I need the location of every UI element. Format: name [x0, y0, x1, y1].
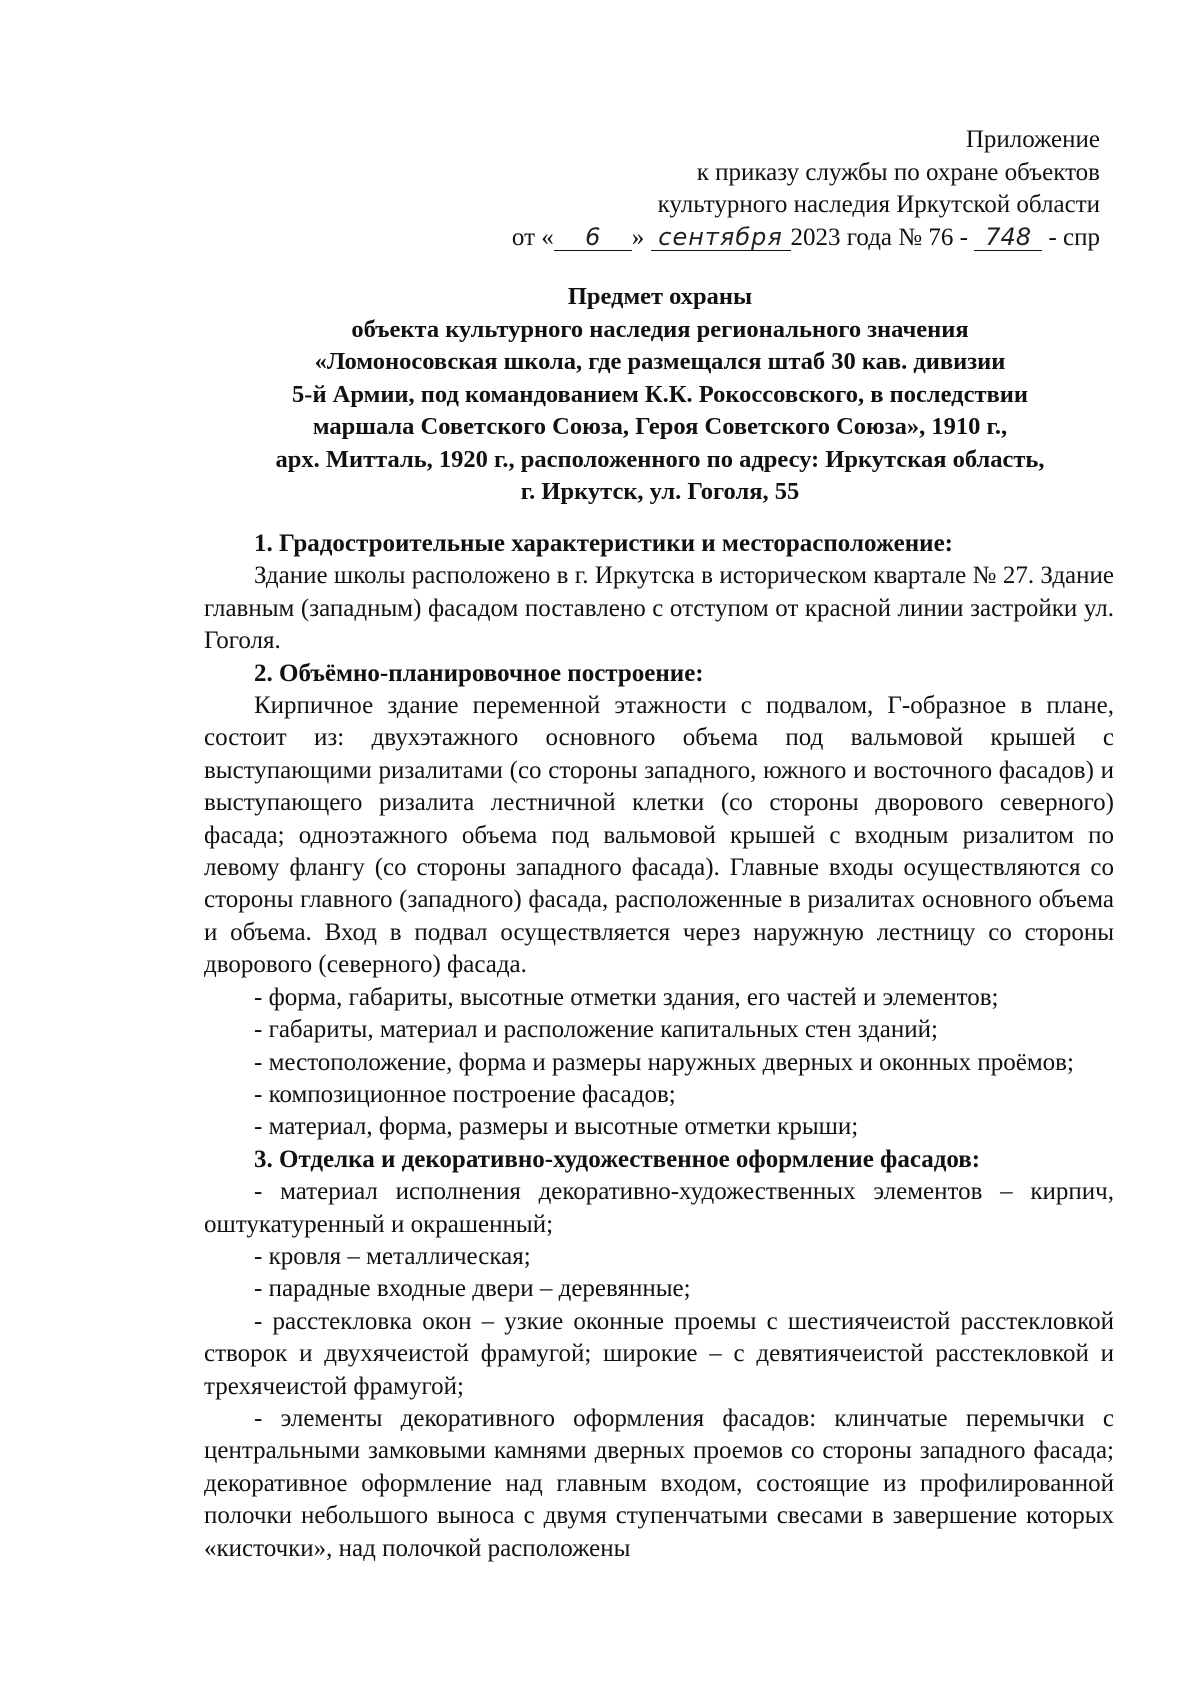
section-3-heading: 3. Отделка и декоративно-художественное оформление фасадов:: [254, 1145, 981, 1173]
title-line-7: г. Иркутск, ул. Гоголя, 55: [520, 478, 800, 505]
section-3-item: - кровля – металлическая;: [254, 1242, 531, 1270]
order-suffix: - спр: [1048, 223, 1100, 251]
title-line-3: «Ломоносовская школа, где размещался штаб 30 кав. дивизии: [314, 348, 1006, 375]
section-2-item: - форма, габариты, высотные отметки здания, его частей и элементов;: [254, 983, 999, 1011]
section-3-item: - материал исполнения декоративно-художественных элементов – кирпич, оштукатуренный и окрашенный;: [204, 1178, 1114, 1238]
section-1-text: Здание школы расположено в г. Иркутска в историческом квартале № 27. Здание главным (западным) фасадом поставлено с отступом от красной линии застройки ул. Гоголя.: [204, 562, 1114, 655]
handwritten-number: 748: [974, 224, 1042, 251]
header-line-service: культурного наследия Иркутской области: [657, 191, 1100, 218]
date-prefix: от «: [511, 223, 554, 251]
section-3-item: - парадные входные двери – деревянные;: [254, 1275, 691, 1303]
section-2-item: - местоположение, форма и размеры наружных дверных и оконных проёмов;: [254, 1048, 1074, 1076]
section-2-item: - композиционное построение фасадов;: [254, 1080, 676, 1108]
document-body: [204, 528, 1114, 1565]
section-3-item: - расстекловка окон – узкие оконные проемы с шестиячеистой расстекловкой створок и двухячеистой фрамугой; широкие – с девятиячеистой расстекловкой и трехячеистой фрамугой;: [204, 1307, 1114, 1400]
section-1-heading: 1. Градостроительные характеристики и месторасположение:: [254, 530, 953, 557]
section-3-item: - элементы декоративного оформления фасадов: клинчатые перемычки с центральными замковыми камнями дверных проемов со стороны западного фасада; декоративное оформление над главным входом, состоящие из профилированной полочки небольшого выноса с двумя ступенчатыми свесами в завершение которых «кисточки», над полочкой расположены: [204, 1404, 1114, 1562]
document-title: [150, 281, 1170, 509]
title-line-5: маршала Советского Союза, Героя Советского Союза», 1910 г.,: [312, 413, 1008, 440]
title-line-1: Предмет охраны: [567, 283, 753, 310]
title-line-4: 5-й Армии, под командованием К.К. Рокоссовского, в последствии: [292, 380, 1028, 408]
title-line-2: объекта культурного наследия регионального значения: [351, 315, 969, 343]
header-line-appendix: Приложение: [965, 126, 1100, 153]
section-2-heading: 2. Объёмно-планировочное построение:: [254, 659, 704, 687]
document-header: [400, 124, 1100, 254]
handwritten-month: сентября: [651, 224, 791, 251]
section-2-item: - материал, форма, размеры и высотные отметки крыши;: [254, 1113, 859, 1141]
title-line-6: арх. Митталь, 1920 г., расположенного по адресу: Иркутская область,: [275, 445, 1045, 473]
header-date-line: [400, 222, 1100, 255]
handwritten-day: 6: [554, 224, 632, 251]
date-mid: »: [631, 223, 645, 251]
section-2-text: Кирпичное здание переменной этажности с подвалом, Г-образное в плане, состоит из: двухэтажного основного объема под вальмовой крышей с выступающими ризалитами (со стороны западного, южного и восточного фасадов) и выступающего ризалита лестничной клетки (со стороны дворового северного) фасада; одноэтажного объема под вальмовой крышей с входным ризалитом по левому флангу (со стороны западного фасада). Главные входы осуществляются со стороны главного (западного) фасада, расположенные в ризалитах основного объема и объема. Вход в подвал осуществляется через наружную лестницу со стороны дворового (северного) фасада.: [204, 692, 1114, 979]
header-line-order: к приказу службы по охране объектов: [696, 158, 1100, 186]
date-year: 2023 года № 76 -: [790, 223, 968, 251]
section-2-item: - габариты, материал и расположение капитальных стен зданий;: [254, 1016, 938, 1044]
